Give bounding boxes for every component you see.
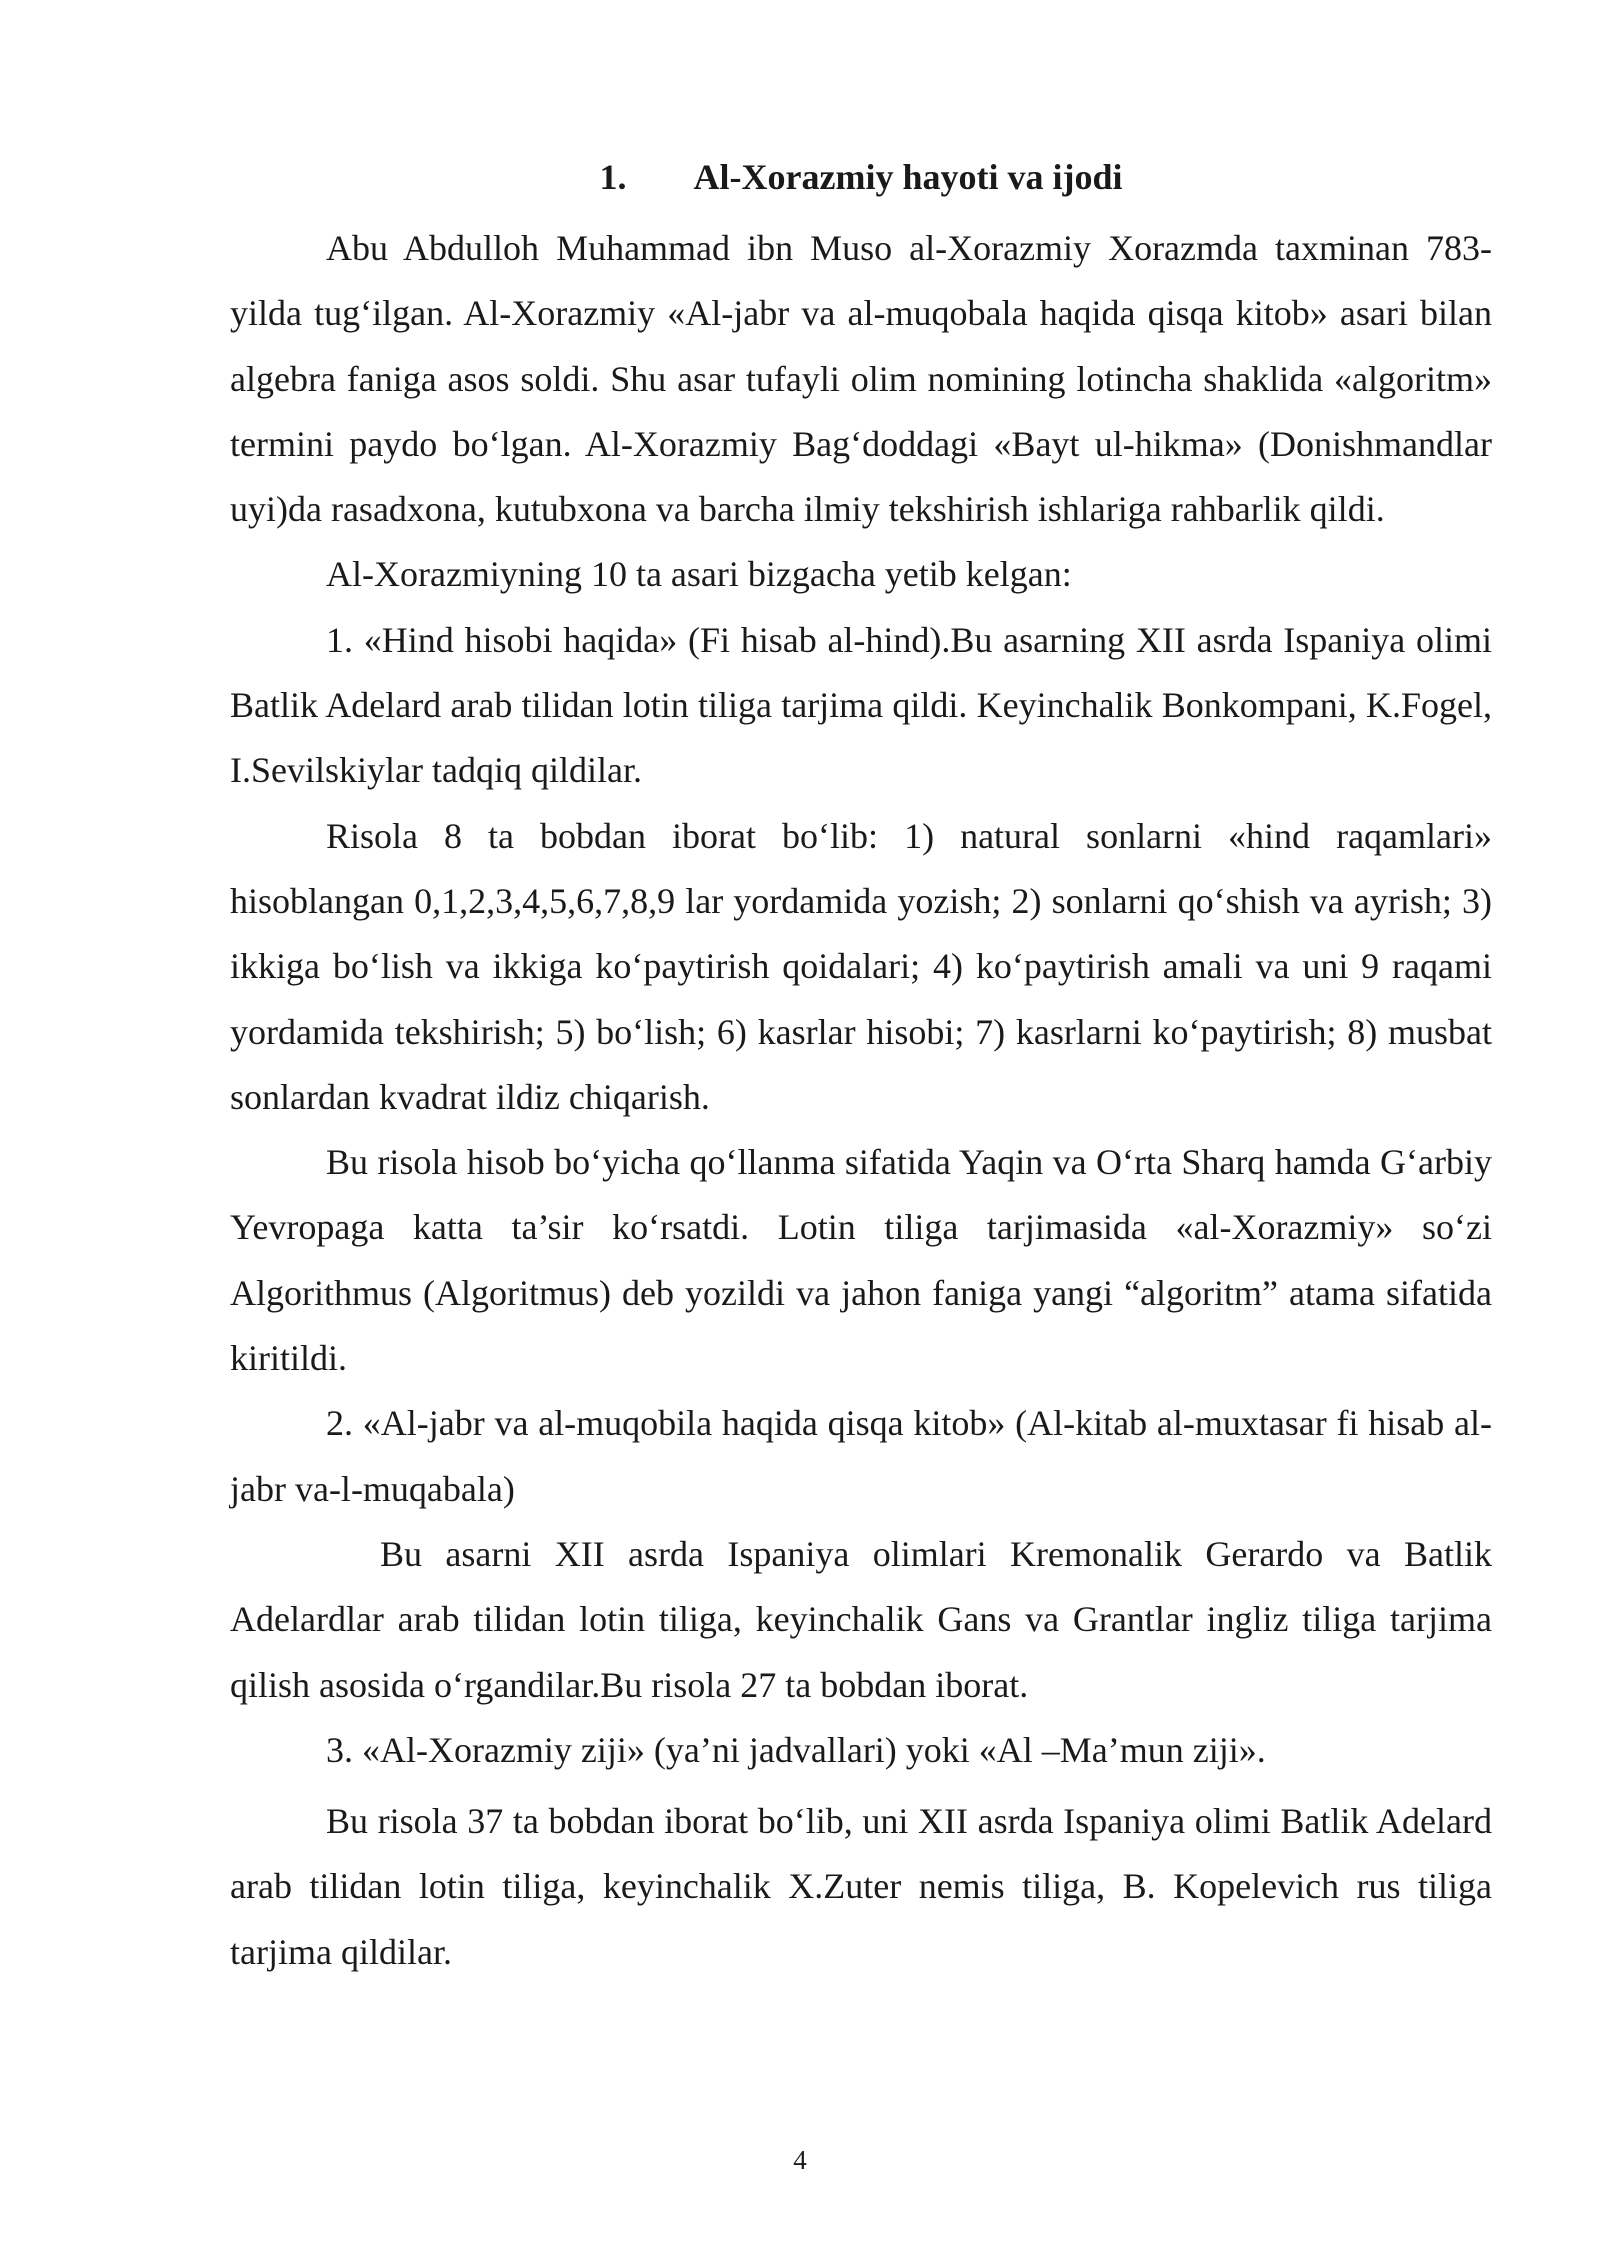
section-heading bbox=[230, 150, 1492, 204]
document-page bbox=[230, 150, 1492, 1985]
paragraph-biography: Abu Abdulloh Muhammad ibn Muso al-Xorazmiy Xorazmda taxminan 783-yilda tug‘ilgan. Al-Xorazmiy «Al-jabr va al-muqobala haqida qisqa kitob» asari bilan algebra faniga asos soldi. Shu asar tufayli olim nomining lotincha shaklida «algoritm» termini paydo bo‘lgan. Al-Xorazmiy Bag‘doddagi «Bayt ul-hikma» (Donishmandlar uyi)da rasadxona, kutubxona va barcha ilmiy tekshirish ishlariga rahbarlik qildi. bbox=[230, 228, 1492, 530]
paragraph-work-1: 1. «Hind hisobi haqida» (Fi hisab al-hind).Bu asarning XII asrda Ispaniya olimi Batlik Adelard arab tilidan lotin tiliga tarjima qildi. Keyinchalik Bonkompani, K.Fogel, I.Sevilskiylar tadqiq qildilar. bbox=[230, 619, 1492, 791]
paragraph-translation: Bu asarni XII asrda Ispaniya olimlari Kremonalik Gerardo va Batlik Adelardlar arab tilidan lotin tiliga, keyinchalik Gans va Grantlar ingliz tiliga tarjima qilish asosida o‘rgandilar.Bu risola 27 ta bobdan iborat. bbox=[230, 1533, 1492, 1705]
paragraph-treatise-chapters: Risola 8 ta bobdan iborat bo‘lib: 1) natural sonlarni «hind raqamlari» hisoblangan 0,1,2,3,4,5,6,7,8,9 lar yordamida yozish; 2) sonlarni qo‘shish va ayrish; 3) ikkiga bo‘lish va ikkiga ko‘paytirish qoidalari; 4) ko‘paytirish amali va uni 9 raqami yordamida tekshirish; 5) bo‘lish; 6) kasrlar hisobi; 7) kasrlarni ko‘paytirish; 8) musbat sonlardan kvadrat ildiz chiqarish. bbox=[230, 815, 1492, 1117]
paragraph-influence: Bu risola hisob bo‘yicha qo‘llanma sifatida Yaqin va O‘rta Sharq hamda G‘arbiy Yevropaga katta ta’sir ko‘rsatdi. Lotin tiliga tarjimasida «al-Xorazmiy» so‘zi Algorithmus (Algoritmus) deb yozildi va jahon faniga yangi “algoritm” atama sifatida kiritildi. bbox=[230, 1142, 1492, 1379]
section-number: 1. bbox=[599, 157, 627, 197]
section-title: Al-Xorazmiy hayoti va ijodi bbox=[693, 157, 1123, 197]
paragraph-zij-chapters: Bu risola 37 ta bobdan iborat bo‘lib, uni XII asrda Ispaniya olimi Batlik Adelard arab tilidan lotin tiliga, keyinchalik X.Zuter nemis tiliga, B. Kopelevich rus tiliga tarjima qildilar. bbox=[230, 1801, 1492, 1972]
paragraph-work-2: 2. «Al-jabr va al-muqobila haqida qisqa kitob» (Al-kitab al-muxtasar fi hisab al-jabr va-l-muqabala) bbox=[230, 1403, 1492, 1509]
paragraph-work-3: 3. «Al-Xorazmiy ziji» (ya’ni jadvallari) yoki «Al –Ma’mun ziji». bbox=[326, 1729, 1266, 1770]
paragraph-works-intro: Al-Xorazmiyning 10 ta asari bizgacha yetib kelgan: bbox=[326, 554, 1072, 595]
page-number: 4 bbox=[793, 2145, 807, 2175]
